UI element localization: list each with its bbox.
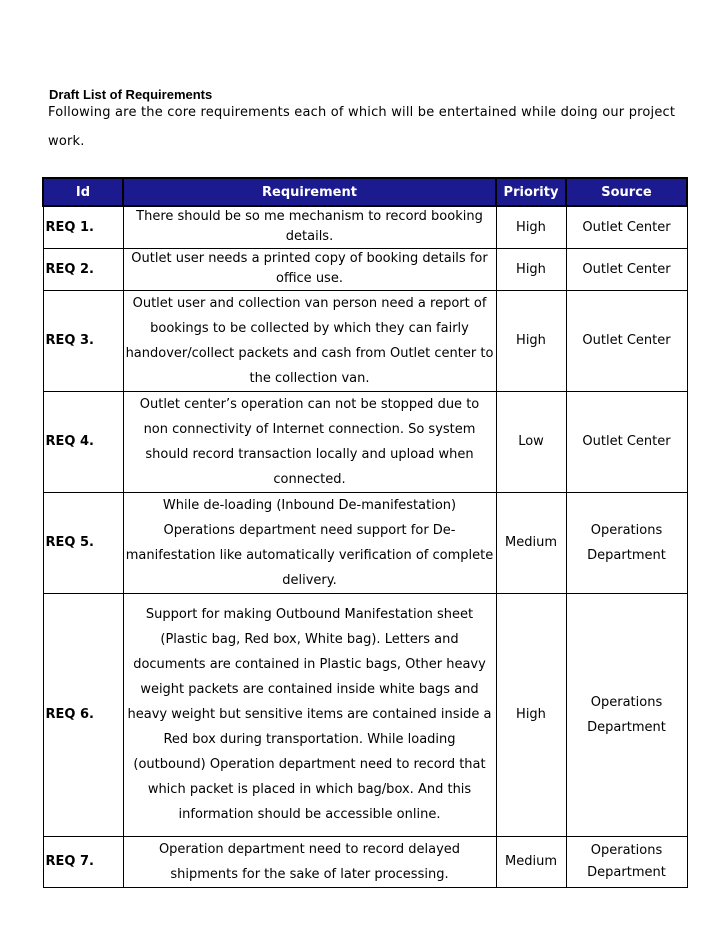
req-text: There should be so me mechanism to record booking details.: [123, 206, 496, 248]
req-source: Outlet Center: [566, 391, 687, 492]
req-text: Support for making Outbound Manifestation sheet (Plastic bag, Red box, White bag). Letters and documents are contained in Plastic bags, Other heavy weight packets are contained inside white bags and heavy weight but sensitive items are contained inside a Red box during transportation. While loading (outbound) Operation department need to record that which packet is placed in which bag/box. And this information should be accessible online.: [123, 593, 496, 836]
req-priority: Medium: [496, 492, 566, 593]
requirements-table: [42, 177, 688, 888]
req-priority: High: [496, 593, 566, 836]
table-row: [43, 836, 687, 887]
req-id: REQ 7.: [43, 836, 123, 887]
req-priority: Medium: [496, 836, 566, 887]
table-row: [43, 593, 687, 836]
req-text: Outlet user and collection van person need a report of bookings to be collected by which they can fairly handover/collect packets and cash from Outlet center to the collection van.: [123, 290, 496, 391]
table-row: [43, 206, 687, 248]
table-row: [43, 492, 687, 593]
req-id: REQ 6.: [43, 593, 123, 836]
table-row: [43, 290, 687, 391]
req-text: While de-loading (Inbound De-manifestation) Operations department need support for De-manifestation like automatically verification of complete delivery.: [123, 492, 496, 593]
req-text: Operation department need to record delayed shipments for the sake of later processing.: [123, 836, 496, 887]
req-source: Operations Department: [566, 836, 687, 887]
req-source: Operations Department: [566, 593, 687, 836]
req-text: Outlet user needs a printed copy of booking details for office use.: [123, 248, 496, 290]
table-row: [43, 391, 687, 492]
req-priority: Low: [496, 391, 566, 492]
header-id: Id: [43, 178, 123, 206]
table-row: [43, 248, 687, 290]
intro-paragraph: Following are the core requirements each of which will be entertained while doing our project work.: [48, 105, 676, 149]
document-heading: Draft List of Requirements: [49, 87, 213, 102]
req-source: Outlet Center: [566, 248, 687, 290]
header-priority: Priority: [496, 178, 566, 206]
header-requirement: Requirement: [123, 178, 496, 206]
req-source: Outlet Center: [566, 290, 687, 391]
req-priority: High: [496, 206, 566, 248]
table-header-row: [43, 178, 687, 206]
req-text: Outlet center’s operation can not be stopped due to non connectivity of Internet connection. So system should record transaction locally and upload when connected.: [123, 391, 496, 492]
req-id: REQ 1.: [43, 206, 123, 248]
req-id: REQ 5.: [43, 492, 123, 593]
req-source: Operations Department: [566, 492, 687, 593]
req-id: REQ 3.: [43, 290, 123, 391]
req-source: Outlet Center: [566, 206, 687, 248]
header-source: Source: [566, 178, 687, 206]
req-id: REQ 2.: [43, 248, 123, 290]
req-priority: High: [496, 248, 566, 290]
req-id: REQ 4.: [43, 391, 123, 492]
req-priority: High: [496, 290, 566, 391]
